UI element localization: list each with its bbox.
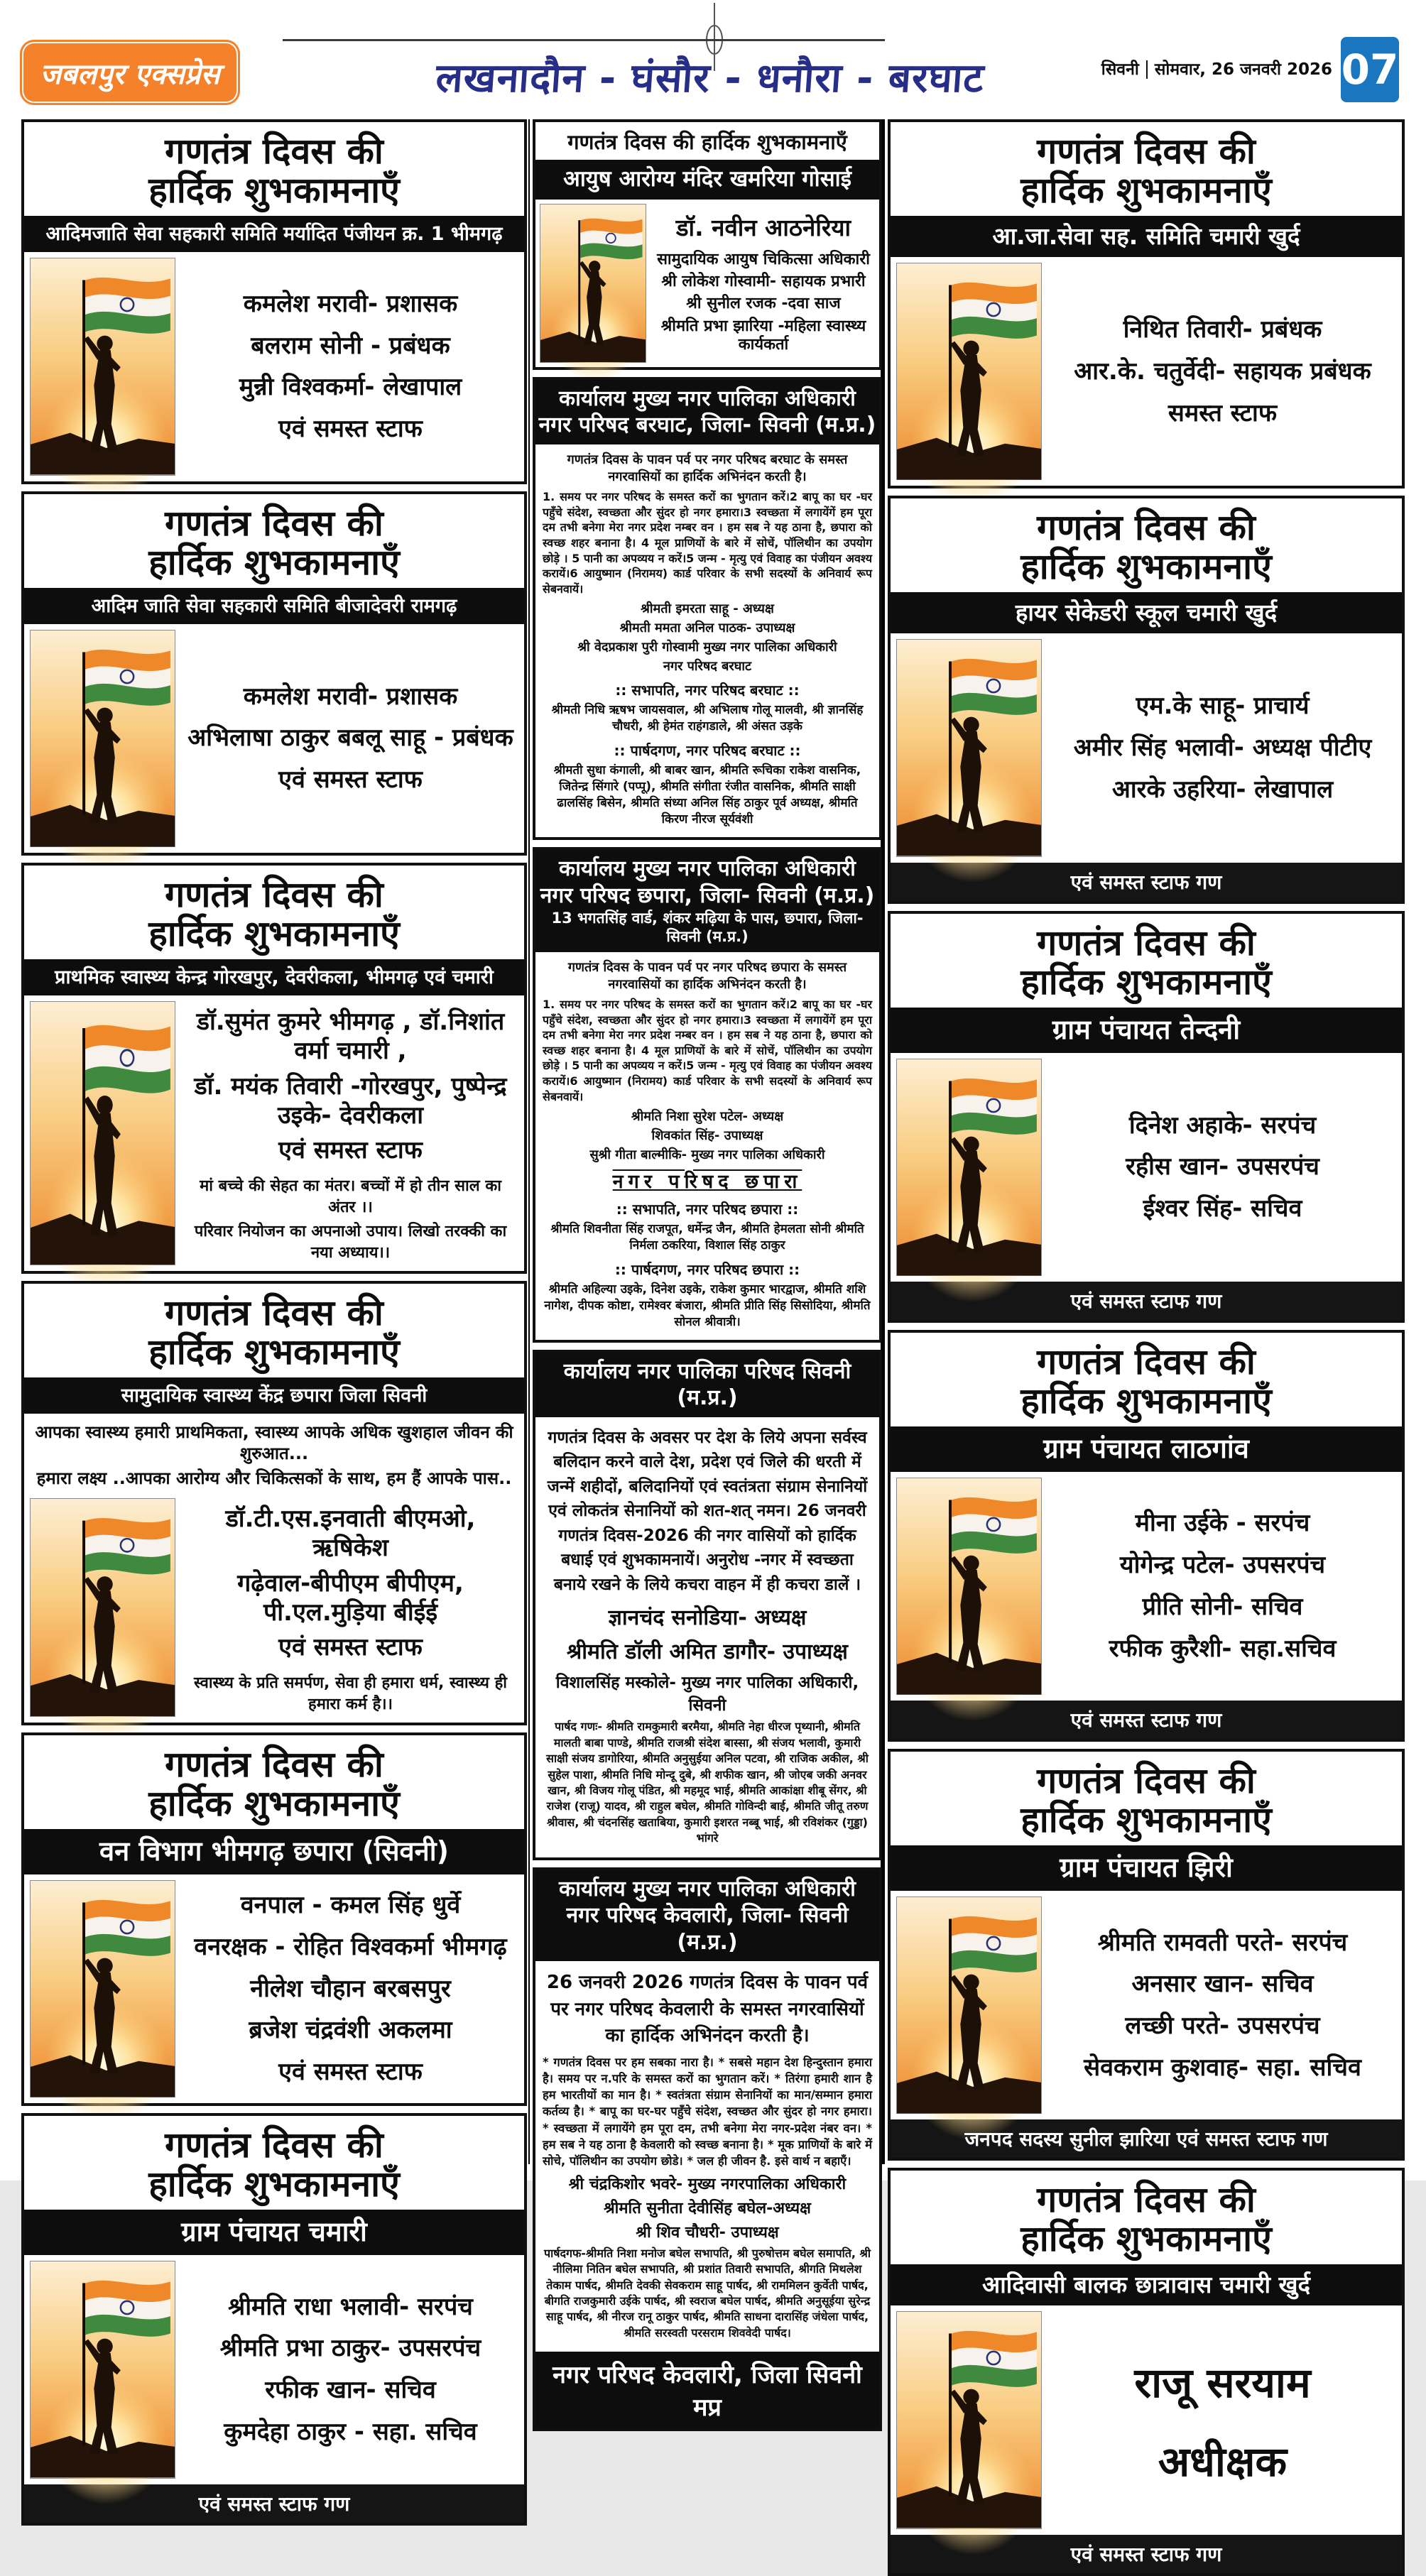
ad-block-bhimgarh-samiti — [21, 119, 527, 484]
slogan-line: परिवार नियोजन का अपनाओ उपाय। लिखो तरक्की का नया अध्याय।। — [194, 1223, 507, 1262]
flag-sunrise-photo — [30, 1001, 175, 1265]
ad-body — [891, 1053, 1402, 1282]
greeting-title — [891, 498, 1402, 592]
slogans-list — [183, 1172, 518, 1265]
name-line: प्रीति सोनी- सचिव — [1142, 1593, 1303, 1621]
name-line: आरके उहरिया- लेखापाल — [1111, 775, 1334, 804]
members-list: श्रीमति अहिल्या उइके, दिनेश उइके, राकेश कुमार भारद्वाज, श्रीमति शशि नागेश, दीपक कोष्टा, रामेश्वर बंजारा, श्रीमति प्रीति सिंह सिसोदिया, श्रीमति सोनल श्रीवात्री। — [544, 1282, 871, 1330]
names-sublist — [652, 247, 875, 359]
officer-line: सुश्री गीता बाल्मीकि- मुख्य नगर पालिका अधिकारी — [589, 1147, 825, 1163]
big-name: अधीक्षक — [1158, 2437, 1288, 2486]
content-columns — [21, 119, 1405, 2576]
organization-banner: हायर सेकेडरी स्कूल चमारी खुर्द — [891, 592, 1402, 633]
name-line: एवं समस्त स्टाफ — [278, 765, 423, 795]
greeting-line: हार्दिक शुभकामनाएँ — [148, 2163, 400, 2205]
slogan-line: मां बच्चे की सेहत का मंतर। बच्चों में हो तीन साल का अंतर ।। — [200, 1177, 501, 1217]
name-line: मीना उईके - सरपंच — [1135, 1509, 1310, 1538]
members-list: पार्षद गणः- श्रीमति रामकुमारी बरमैया, श्रीमति नेहा धीरज पृथ्यानी, श्रीमति मालती बाबा पाण्डे, श्रीमति राजश्री संदेश बास्सा, श्री संजय भलावी, कुमारी साक्षी संजय डागोरिया, श्रीमति अनुसुईया अनिल पटवा, श्री राजिक अकील, श्री सुहेल पाशा, श्रीमति निधि मोन्दू दुबे, श्री शफीक खान, श्री जोएब जकी अनवर खान, श्री विजय गोलू पंडित, श्री महमूद भाई, श्रीमति आकांक्षा शीबू सेंगर, श्री राजेश (राजू) यादव, श्री राहुल बघेल, श्रीमति गोविन्दी बाई, श्रीमति जीतू तरुण श्रीवास, श्री चंदनसिंह खताबिया, कुमारी इशरत नब्बू भाई, श्री रविशंकर (गुड्डा) भांगरे — [546, 1720, 869, 1845]
ad-block-panchayat-chamari — [21, 2113, 527, 2525]
doctor-name: डॉ. नवीन आठनेरिया — [675, 213, 851, 241]
office-header-line: कार्यालय नगर पालिका परिषद सिवनी (म.प्र.) — [563, 1358, 851, 1411]
officer-name: श्रीमति डॉली अमित डागौर- उपाध्यक्ष — [567, 1639, 848, 1665]
ad-body — [24, 1874, 524, 2104]
ad-body — [535, 1961, 879, 2352]
staff-footer: एवं समस्त स्टाफ गण — [891, 1282, 1402, 1320]
name-line: श्रीमति राधा भलावी- सरपंच — [228, 2292, 473, 2321]
office-footer: नगर परिषद केवलारी, जिला सिवनी मप्र — [535, 2352, 879, 2428]
intro-paragraph: 26 जनवरी 2026 गणतंत्र दिवस के पावन पर्व पर नगर परिषद केवलारी के समस्त नगरवासियों का हार्दिक अभिनंदन करती है। — [546, 1972, 869, 2047]
name-line: एवं समस्त स्टाफ — [278, 1136, 423, 1165]
organization-banner: ग्राम पंचायत तेन्दनी — [891, 1008, 1402, 1053]
greeting-line: गणतंत्र दिवस की — [1037, 507, 1256, 549]
officers-list — [543, 1108, 872, 1163]
greeting-line: हार्दिक शुभकामनाएँ — [1020, 546, 1272, 588]
section-title: लखनादौन - घंसौर - धनौरा - बरघाट — [434, 55, 986, 102]
greeting-line: गणतंत्र दिवस की — [1037, 1760, 1256, 1802]
names-list — [1049, 1896, 1396, 2114]
ad-body — [891, 633, 1402, 863]
officer-line: श्रीमति निशा सुरेश पटेल- अध्यक्ष — [631, 1109, 784, 1125]
kofficer-line: श्रीमति सुनीता देवीसिंह बघेल-अध्यक्ष — [604, 2199, 811, 2217]
kofficer-line: श्री शिव चौधरी- उपाध्यक्ष — [636, 2223, 779, 2242]
office-header — [535, 850, 879, 952]
office-header-line: नगर परिषद केवलारी, जिला- सिवनी (म.प्र.) — [566, 1903, 849, 1955]
section-heading: :: पार्षदगण, नगर परिषद बरघाट :: — [614, 742, 801, 760]
kofficer-line: श्री चंद्रकिशोर भवरे- मुख्य नगरपालिका अधिकारी — [568, 2175, 847, 2193]
flag-sunrise-photo — [896, 2311, 1042, 2529]
greeting-line: गणतंत्र दिवस की — [1037, 1341, 1256, 1383]
name-line: वनरक्षक - रोहित विश्वकर्मा भीमगढ़ — [194, 1932, 507, 1961]
intro-lines — [24, 1414, 524, 1489]
ad-block-ayush-mandir — [533, 119, 882, 370]
name-line: श्रीमति प्रभा ठाकुर- उपसरपंच — [219, 2334, 481, 2363]
intro-line: हमारा लक्ष्य ..आपका आरोग्य और चिकित्सकों के साथ, हम हैं आपके पास.. — [36, 1468, 512, 1489]
big-name: राजू सरयाम — [1134, 2358, 1311, 2407]
greeting-title — [891, 2171, 1402, 2264]
officer-line: नगर परिषद बरघाट — [663, 659, 752, 675]
names-sublist — [183, 1001, 518, 1172]
office-header-line: नगर परिषद छपारा, जिला- सिवनी (म.प्र.) — [540, 883, 875, 908]
mline: श्री लोकेश गोस्वामी- सहायक प्रभारी — [661, 273, 866, 291]
office-header-line: नगर परिषद बरघाट, जिला- सिवनी (म.प्र.) — [538, 413, 876, 438]
organization-banner: आयुष आरोग्य मंदिर खमरिया गोसाई — [535, 160, 879, 200]
name-line: दिनेश अहाके- सरपंच — [1128, 1110, 1317, 1140]
ad-body — [24, 1492, 524, 1723]
greeting-line: गणतंत्र दिवस की — [1037, 922, 1256, 964]
office-header-line: 13 भगतसिंह वार्ड, शंकर मढ़िया के पास, छपारा, जिला-सिवनी (म.प्र.) — [551, 910, 864, 946]
members-list: पार्षदगफ-श्रीमति निशा मनोज बघेल सभापति, श्री पुरुषोत्तम बघेल समापति, श्री नीलिमा नितिन बघेल सभापति, श्री प्रशांत तिवारी सभापति, श्रीगति मिथलेश तेकाम पार्षद, श्रीमति देवकी सेवकराम साहू पार्षद, श्री राममिलन कुर्वेती पार्षद, बीगति राजकुमारी उईके पार्षद, श्री स्वराज बघेल पार्षद, श्रीमति अनुसूईया सुरेन्द्र साहू पार्षद, श्री नीरज रानू ठाकुर पार्षद, श्रीमति साधना दारासिंह जंधेला पार्षद, श्रीमति सरस्वती परसराम शिववेदी पार्षद। — [543, 2246, 871, 2340]
ad-block-kevlari-parishad — [533, 1867, 882, 2432]
ad-body — [24, 252, 524, 481]
members-list: श्रीमति शिवनीता सिंह राजपूत, धर्मेन्द्र जैन, श्रीमति हेमलता सोनी श्रीमति निर्मला ठकरिया, विशाल सिंह ठाकुर — [550, 1222, 864, 1253]
flag-sunrise-photo — [896, 639, 1042, 857]
greeting-title — [24, 866, 524, 959]
organization-banner: आ.जा.सेवा सह. समिति चमारी खुर्द — [891, 216, 1402, 257]
officer-name: ज्ञानचंद सनोडिया- अध्यक्ष — [608, 1605, 807, 1631]
name-line: ब्रजेश चंद्रवंशी अकलमा — [249, 2016, 452, 2045]
ad-block-barghat-parishad — [533, 377, 882, 840]
ad-body — [891, 1891, 1402, 2120]
greeting-line: गणतंत्र दिवस की — [165, 2124, 383, 2166]
organization-banner: वन विभाग भीमगढ़ छपारा (सिवनी) — [24, 1829, 524, 1874]
staff-footer: जनपद सदस्य सुनील झारिया एवं समस्त स्टाफ गण — [891, 2119, 1402, 2158]
greeting-line: हार्दिक शुभकामनाएँ — [1020, 961, 1272, 1003]
ad-body — [24, 995, 524, 1271]
greeting-line: हार्दिक शुभकामनाएँ — [148, 170, 400, 211]
name-line: कमलेश मरावी- प्रशासक — [243, 289, 458, 318]
greeting-line: हार्दिक शुभकामनाएँ — [148, 541, 400, 583]
officer-line: श्री वेदप्रकाश पुरी गोस्वामी मुख्य नगर पालिका अधिकारी — [577, 640, 837, 655]
officer-line: श्रीमती ममता अनिल पाठक- उपाध्यक्ष — [619, 621, 795, 636]
greeting-title — [24, 122, 524, 216]
officers-list — [543, 600, 872, 675]
greeting-line: हार्दिक शुभकामनाएँ — [1020, 1380, 1272, 1422]
ad-block-chc-chhapara — [21, 1281, 527, 1725]
ad-body — [891, 257, 1402, 486]
message-paragraph: गणतंत्र दिवस के अवसर पर देश के लिये अपना सर्वस्व बलिदान करने वाले देश, प्रदेश एवं जिले की धरती में जन्में शहीदों, बलिदानियों एवं स्वतंत्रता संग्राम सेनानियों एवं लोकतंत्र सेनानियों को शत-शत् नमन। 26 जनवरी गणतंत्र दिवस-2026 की नगर वासियों को हार्दिक बधाई एवं शुभकामनायें। अनुरोध -नगर में स्वच्छता बनाये रखने के लिये कचरा वाहन में ही कचरा डालें । — [547, 1428, 868, 1594]
ad-body — [891, 1472, 1402, 1701]
points-paragraph: 1. समय पर नगर परिषद के समस्त करों का भुगतान करें।2 बापू का घर -घर पहुँचे संदेश, स्वच्छता और सुंदर हो नगर हमारा।3 स्वच्छता में लगायेंगें हम पूरा दम तभी बनेगा मेरा नगर प्रदेश नम्बर वन । हम सब ने यह ठाना है, छपारा को स्वच्छ शहर बनाना है। 4 मूल प्राणियों के बारे में सोचें, पॉलिथीन का उपयोग छोड़े । 5 पानी का अपव्यय न करें।5 जन्म - मृत्यु एवं विवाह का पंजीयन अवश्य करायें।6 आयुष्मान (निरामय) कार्ड परिवार के सभी सदस्यों के अनिवार्य रूप सेबनवायें। — [543, 490, 872, 596]
name-line: मुन्नी विश्वकर्मा- लेखापाल — [239, 373, 462, 402]
ad-block-chhapara-parishad — [533, 847, 882, 1343]
greeting-line: गणतंत्र दिवस की — [165, 502, 383, 544]
greeting-line: हार्दिक शुभकामनाएँ — [148, 1331, 400, 1373]
dateline-city: सिवनी — [1101, 60, 1139, 79]
organization-banner: आदिवासी बालक छात्रावास चमारी खुर्द — [891, 2264, 1402, 2305]
ad-block-chamari-khurd-samiti — [888, 119, 1405, 489]
ad-body — [535, 200, 879, 367]
section-heading: :: पार्षदगण, नगर परिषद छपारा :: — [614, 1261, 800, 1279]
section-heading: :: सभापति, नगर परिषद छपारा :: — [616, 1201, 799, 1218]
greeting-title — [24, 1284, 524, 1377]
names-sublist — [183, 1498, 518, 1669]
greeting-title — [891, 1752, 1402, 1845]
names-list — [183, 1498, 518, 1717]
greeting-line: हार्दिक शुभकामनाएँ — [1020, 2218, 1272, 2260]
ad-block-seoni-parishad — [533, 1350, 882, 1860]
greeting-line: हार्दिक शुभकामनाएँ — [148, 913, 400, 955]
staff-footer: एवं समस्त स्टाफ गण — [24, 2484, 524, 2523]
ad-block-chhatravas-chamari — [888, 2168, 1405, 2575]
members-list: श्रीमती सुधा कंगाली, श्री बाबर खान, श्रीमति रूचिका राकेश वासनिक, जितेन्द्र सिंगारे (पप्पू), श्रीमति संगीता रंजीत वासनिक, श्रीमति साक्षी ढालसिंह बिसेन, श्रीमति संध्या अनिल सिंह ठाकुर पूर्व अध्यक्ष, श्रीमति किरण नीरज सूर्यवंशी — [553, 763, 861, 827]
organization-banner: आदिमजाति सेवा सहकारी समिति मर्यादित पंजीयन क्र. 1 भीमगढ़ — [24, 216, 524, 252]
officers-list — [543, 2173, 872, 2242]
greeting-line: गणतंत्र दिवस की — [1037, 131, 1256, 172]
ad-body — [24, 624, 524, 853]
greeting-line: गणतंत्र दिवस की — [165, 1744, 383, 1786]
greeting-line: हार्दिक शुभकामनाएँ — [1020, 1799, 1272, 1841]
name-line: निथित तिवारी- प्रबंधक — [1123, 315, 1322, 344]
names-list — [1049, 639, 1396, 857]
ad-block-van-vibhag — [21, 1732, 527, 2106]
section-heading: :: सभापति, नगर परिषद बरघाट :: — [615, 682, 800, 699]
name-line: अभिलाषा ठाकुर बबलू साहू - प्रबंधक — [187, 724, 513, 753]
greeting-title — [24, 1735, 524, 1829]
names-list — [183, 630, 518, 848]
organization-banner: ग्राम पंचायत लाठगांव — [891, 1426, 1402, 1472]
greeting-title: गणतंत्र दिवस की हार्दिक शुभकामनाएँ — [567, 130, 847, 154]
name-line: डॉ. मयंक तिवारी -गोरखपुर, पुष्पेन्द्र उइके- देवरीकला — [194, 1071, 507, 1130]
names-list — [183, 1880, 518, 2098]
greeting-title — [891, 914, 1402, 1008]
name-line: कुमदेहा ठाकुर - सहा. सचिव — [224, 2418, 477, 2447]
greeting-line: गणतंत्र दिवस की — [1037, 2179, 1256, 2221]
organization-banner: आदिम जाति सेवा सहकारी समिति बीजादेवरी रामगढ़ — [24, 588, 524, 624]
name-line: रफीक खान- सचिव — [265, 2376, 436, 2405]
office-header-line: कार्यालय मुख्य नगर पालिका अधिकारी — [559, 386, 856, 411]
name-line: लच्छी परते- उपसरपंच — [1125, 2012, 1320, 2041]
mline: श्रीमति प्रभा झारिया -महिला स्वास्थ्य कार्यकर्ता — [660, 317, 866, 354]
name-line: डॉ.टी.एस.इनवाती बीएमओ, ऋषिकेश — [225, 1505, 476, 1562]
intro-paragraph: गणतंत्र दिवस के पावन पर्व पर नगर परिषद छपारा के समस्त नगरवासियों का हार्दिक अभिनंदन करती है। — [567, 959, 847, 992]
name-line: श्रीमति रामवती परते- सरपंच — [1097, 1928, 1348, 1957]
slogan-line: स्वास्थ्य के प्रति समर्पण, सेवा ही हमारा धर्म, स्वास्थ्य ही हमारा कर्म है।। — [194, 1674, 507, 1714]
page-number-badge: 07 — [1341, 37, 1399, 102]
name-line: ईश्वर सिंह- सचिव — [1143, 1194, 1302, 1223]
flag-sunrise-photo — [540, 204, 646, 363]
ad-block-higher-secondary-school — [888, 496, 1405, 903]
greeting-title — [891, 1333, 1402, 1426]
name-line: सेवकराम कुशवाह- सहा. सचिव — [1084, 2053, 1361, 2082]
dateline-date: सोमवार, 26 जनवरी 2026 — [1146, 60, 1332, 79]
name-line: डॉ.सुमंत कुमरे भीमगढ़ , डॉ.निशांत वर्मा चमारी , — [196, 1008, 505, 1065]
parishad-brand-text: नगर परिषद छपारा — [612, 1171, 802, 1194]
greeting-title — [24, 494, 524, 588]
points-paragraph: * गणतंत्र दिवस पर हम सबका नारा है। * सबसे महान देश हिन्दुस्तान हमारा है। समय पर न.परि के समस्त करों का भुगतान करें। * तिरंगा हमारी शान है हम भारतीयों का मान है। * स्वतंत्रता संग्राम सेनानियों का मान/सम्मान हमारा कर्तव्य है। * बापू का घर-घर पहुँचे संदेश, स्वच्छत और सुंदर हो नगर हमारा। * स्वच्छता में लगायेंगे हम पूरा दम, तभी बनेगा मेरा नगर-प्रदेश नंबर वन। * हम सब ने यह ठाना है केवलारी को स्वच्छ बनाना है। * मूक प्राणियों के बारे में सोचे, पॉलिथीन का उपयोग छोडे। * जल ही जीवन है. इसे वार्थ न बहाएँ। — [543, 2056, 872, 2168]
names-list — [183, 2261, 518, 2479]
names-list — [183, 258, 518, 476]
name-line: योगेन्द्र पटेल- उपसरपंच — [1119, 1551, 1326, 1580]
office-header — [535, 1870, 879, 1962]
name-line: बलराम सोनी - प्रबंधक — [251, 331, 450, 360]
organization-banner: सामुदायिक स्वास्थ्य केंद्र छपारा जिला सिवनी — [24, 1377, 524, 1414]
slogans-list — [183, 1669, 518, 1717]
names-list — [1049, 1478, 1396, 1696]
greeting-line: गणतंत्र दिवस की — [165, 131, 383, 172]
names-list — [1049, 263, 1396, 481]
greeting-line: गणतंत्र दिवस की — [165, 874, 383, 916]
greeting-title — [24, 2116, 524, 2210]
header-rule — [283, 39, 885, 41]
names-list — [1049, 1059, 1396, 1277]
flag-sunrise-photo — [30, 1498, 175, 1717]
column-right — [888, 119, 1405, 2576]
ad-block-panchayat-tendni — [888, 911, 1405, 1323]
greeting-title — [891, 122, 1402, 216]
ad-block-panchayat-lathgaon — [888, 1330, 1405, 1742]
names-list — [652, 204, 875, 363]
flag-sunrise-photo — [896, 263, 1042, 481]
dateline — [1101, 57, 1332, 80]
name-line: गढ़ेवाल-बीपीएम बीपीएम, पी.एल.मुड़िया बीईई — [237, 1568, 464, 1627]
flag-sunrise-photo — [896, 1059, 1042, 1277]
ad-body — [535, 444, 879, 837]
names-list — [183, 1001, 518, 1265]
greeting-line: हार्दिक शुभकामनाएँ — [1020, 170, 1272, 211]
column-middle — [533, 119, 882, 2576]
names-list — [1049, 2311, 1396, 2529]
ad-body — [24, 2255, 524, 2484]
office-header-line: कार्यालय मुख्य नगर पालिका अधिकारी — [559, 856, 856, 882]
mline: सामुदायिक आयुष चिकित्सा अधिकारी — [657, 250, 870, 268]
name-line: अमीर सिंह भलावी- अध्यक्ष पीटीए — [1073, 733, 1372, 763]
officer-name: विशालसिंह मस्कोले- मुख्य नगर पालिका अधिकारी, सिवनी — [555, 1674, 859, 1715]
staff-footer: एवं समस्त स्टाफ गण — [891, 2535, 1402, 2573]
intro-line: आपका स्वास्थ्य हमारी प्राथमिकता, स्वास्थ्य आपके अधिक खुशहाल जीवन की शुरुआत... — [35, 1422, 513, 1464]
column-left — [21, 119, 527, 2576]
name-line: वनपाल - कमल सिंह धुर्वे — [240, 1891, 461, 1920]
ad-block-panchayat-jhiri — [888, 1749, 1405, 2161]
flag-sunrise-photo — [30, 258, 175, 476]
name-line: एवं समस्त स्टाफ — [278, 415, 423, 444]
flag-sunrise-photo — [30, 630, 175, 848]
ad-body — [891, 2305, 1402, 2535]
name-line: एवं समस्त स्टाफ — [278, 1633, 423, 1662]
ad-body — [535, 1417, 879, 1857]
ad-block-phc-gorakhpur — [21, 863, 527, 1274]
intro-paragraph: गणतंत्र दिवस के पावन पर्व पर नगर परिषद बरघाट के समस्त नगरवासियों का हार्दिक अभिनंदन करती है। — [567, 452, 848, 484]
mline: श्री सुनील रजक -दवा साज — [686, 295, 841, 313]
ad-body — [535, 952, 879, 1340]
greeting-line: गणतंत्र दिवस की — [165, 1292, 383, 1334]
name-line: नीलेश चौहान बरबसपुर — [250, 1974, 451, 2003]
name-line: आर.के. चतुर्वेदी- सहायक प्रबंधक — [1074, 356, 1371, 386]
staff-footer: एवं समस्त स्टाफ गण — [891, 863, 1402, 901]
points-paragraph: 1. समय पर नगर परिषद के समस्त करों का भुगतान करें।2 बापू का घर -घर पहुँचे संदेश, स्वच्छता और सुंदर हो नगर हमारा।3 स्वच्छता में लगायेंगें हम पूरा दम तभी बनेगा मेरा नगर प्रदेश नम्बर वन । हम सब ने यह ठाना है, छपारा को स्वच्छ शहर बनाना है। 4 मूल प्राणियों के बारे में सोचें, पॉलिथीन का उपयोग छोड़े । 5 पानी का अपव्यय न करें।5 जन्म - मृत्यु एवं विवाह का पंजीयन अवश्य करायें।6 आयुष्मान (निरामय) कार्ड परिवार के सभी सदस्यों के अनिवार्य रूप सेबनवायें। — [543, 998, 872, 1103]
organization-banner: ग्राम पंचायत चमारी — [24, 2210, 524, 2255]
name-line: रफीक कुरैशी- सहा.सचिव — [1109, 1634, 1337, 1663]
name-line: कमलेश मरावी- प्रशासक — [243, 682, 458, 711]
flag-sunrise-photo — [896, 1896, 1042, 2114]
organization-banner: ग्राम पंचायत झिरी — [891, 1845, 1402, 1891]
organization-banner: प्राथमिक स्वास्थ्य केन्द्र गोरखपुर, देवरीकला, भीमगढ़ एवं चमारी — [24, 959, 524, 995]
office-header — [535, 380, 879, 444]
flag-sunrise-photo — [30, 2261, 175, 2479]
name-line: अनसार खान- सचिव — [1131, 1970, 1314, 1999]
office-header — [535, 1353, 879, 1417]
name-line: रहीस खान- उपसरपंच — [1126, 1152, 1319, 1181]
officer-line: श्रीमती इमरता साहू - अध्यक्ष — [641, 601, 774, 617]
staff-footer: एवं समस्त स्टाफ गण — [891, 1701, 1402, 1739]
masthead-logo: जबलपुर एक्सप्रेस — [20, 40, 240, 105]
flag-sunrise-photo — [896, 1478, 1042, 1696]
greeting-line: हार्दिक शुभकामनाएँ — [148, 1783, 400, 1825]
officer-line: शिवकांत सिंह- उपाध्यक्ष — [651, 1128, 763, 1144]
office-header-line: कार्यालय मुख्य नगर पालिका अधिकारी — [559, 1876, 856, 1901]
name-line: एवं समस्त स्टाफ — [278, 2058, 423, 2087]
ad-block-ramgarh-samiti — [21, 491, 527, 856]
name-line: एम.के साहू- प्राचार्य — [1136, 692, 1310, 721]
flag-sunrise-photo — [30, 1880, 175, 2098]
name-line: समस्त स्टाफ — [1168, 398, 1278, 427]
members-list: श्रीमती निधि ऋषभ जायसवाल, श्री अभिलाष गोलू मालवी, श्री ज्ञानसिंह चौधरी, श्री हेमंत राहंगडाले, श्री अंसत उड़के — [551, 703, 864, 734]
